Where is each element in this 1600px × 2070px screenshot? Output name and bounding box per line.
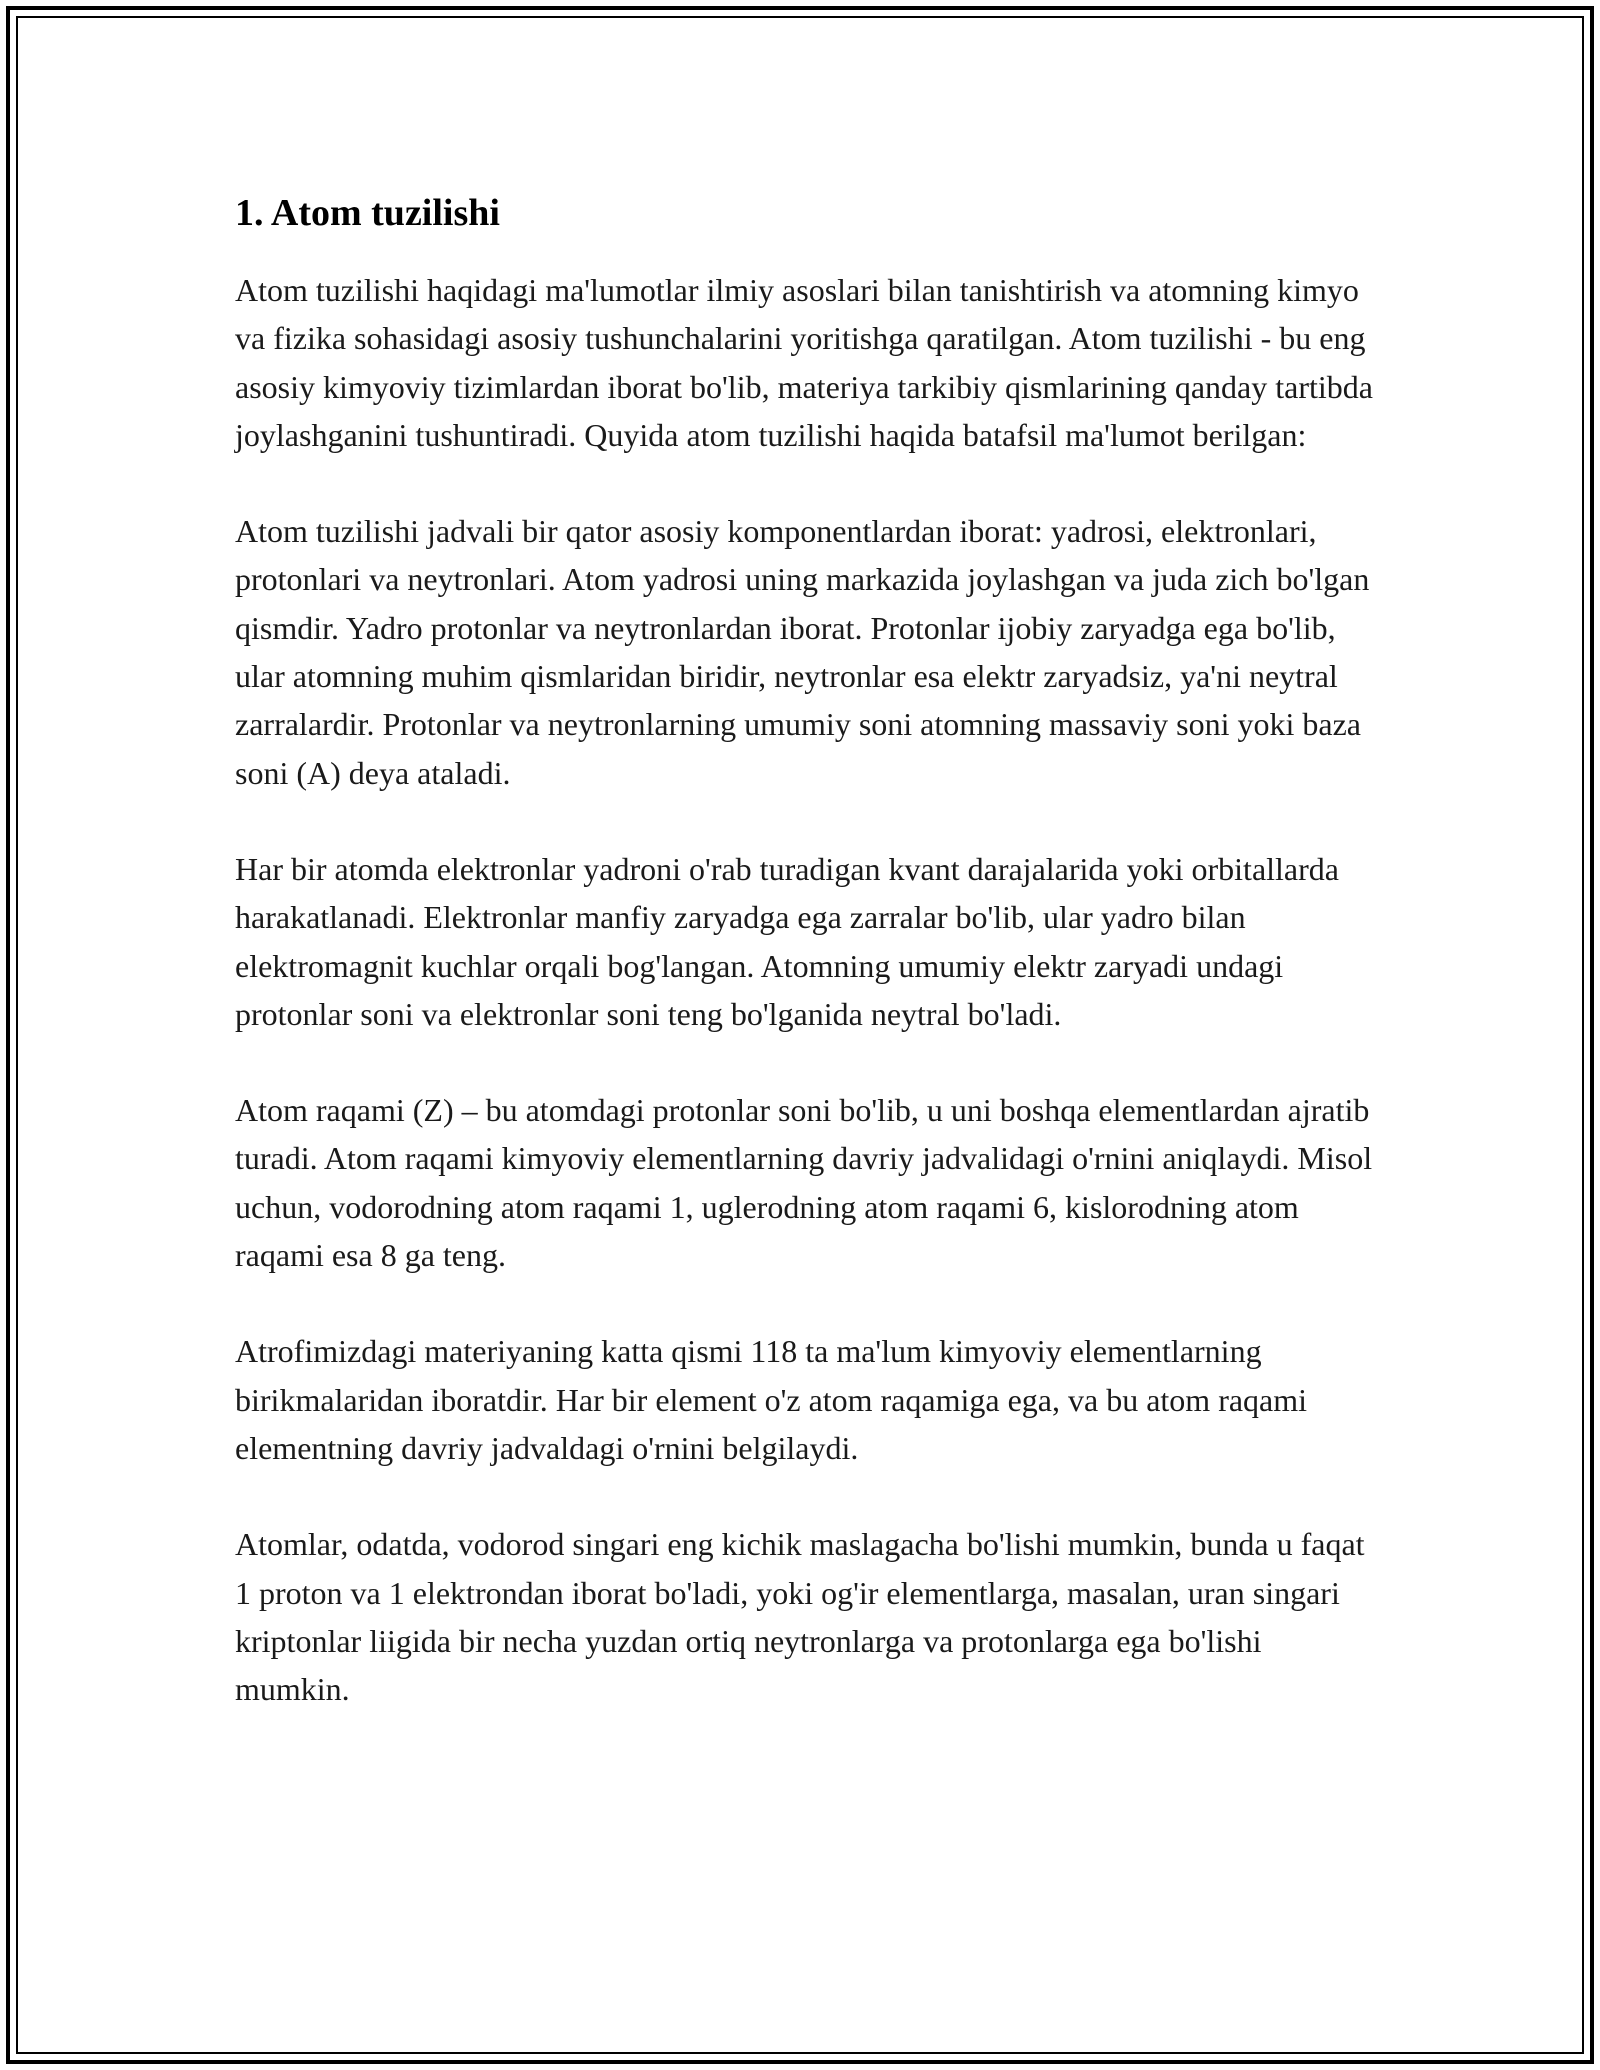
paragraph-electrons: Har bir atomda elektronlar yadroni o'rab turadigan kvant darajalarida yoki orbitallarda harakatlanadi. Elektronlar manfiy zaryadga ega zarralar bo'lib, ular yadro bilan elektromagnit kuchlar orqali bog'langan. Atomning umumiy elektr zaryadi undagi protonlar soni va elektronlar soni teng bo'lganida neytral bo'ladi. — [235, 850, 1339, 1032]
paragraph-atomic-number: Atom raqami (Z) – bu atomdagi protonlar soni bo'lib, u uni boshqa elementlardan ajratib turadi. Atom raqami kimyoviy elementlarning davriy jadvalidagi o'rnini aniqlaydi. Misol uchun, vodorodning atom raqami 1, uglerodning atom raqami 6, kislorodning atom raqami esa 8 ga teng. — [235, 1092, 1373, 1274]
section-heading: 1. Atom tuzilishi — [235, 192, 500, 234]
paragraph-nucleus: Atom tuzilishi jadvali bir qator asosiy komponentlardan iborat: yadrosi, elektronlari, protonlari va neytronlari. Atom yadrosi uning markazida joylashgan va juda zich bo'lgan qismdir. Yadro protonlar va neytronlardan iborat. Protonlar ijobiy zaryadga ega bo'lib, ular atomning muhim qismlaridan biridir, neytronlar esa elektr zaryadsiz, ya'ni neytral zarralardir. Protonlar va neytronlarning umumiy soni atomning massaviy soni yoki baza soni (A) deya ataladi. — [235, 513, 1370, 791]
paragraph-elements: Atrofimizdagi materiyaning katta qismi 118 ta ma'lum kimyoviy elementlarning birikmalaridan iboratdir. Har bir element o'z atom raqamiga ega, va bu atom raqami elementning davriy jadvaldagi o'rnini belgilaydi. — [235, 1333, 1308, 1466]
document-body — [235, 188, 1375, 1713]
paragraph-intro: Atom tuzilishi haqidagi ma'lumotlar ilmiy asoslari bilan tanishtirish va atomning kimyo va fizika sohasidagi asosiy tushunchalarini yoritishga qaratilgan. Atom tuzilishi - bu eng asosiy kimyoviy tizimlardan iborat bo'lib, materiya tarkibiy qismlarining qanday tartibda joylashganini tushuntiradi. Quyida atom tuzilishi haqida batafsil ma'lumot berilgan: — [235, 272, 1373, 453]
paragraph-atom-sizes: Atomlar, odatda, vodorod singari eng kichik maslagacha bo'lishi mumkin, bunda u faqat 1 proton va 1 elektrondan iborat bo'ladi, yoki og'ir elementlarga, masalan, uran singari kriptonlar liigida bir necha yuzdan ortiq neytronlarga va protonlarga ega bo'lishi mumkin. — [235, 1526, 1365, 1708]
